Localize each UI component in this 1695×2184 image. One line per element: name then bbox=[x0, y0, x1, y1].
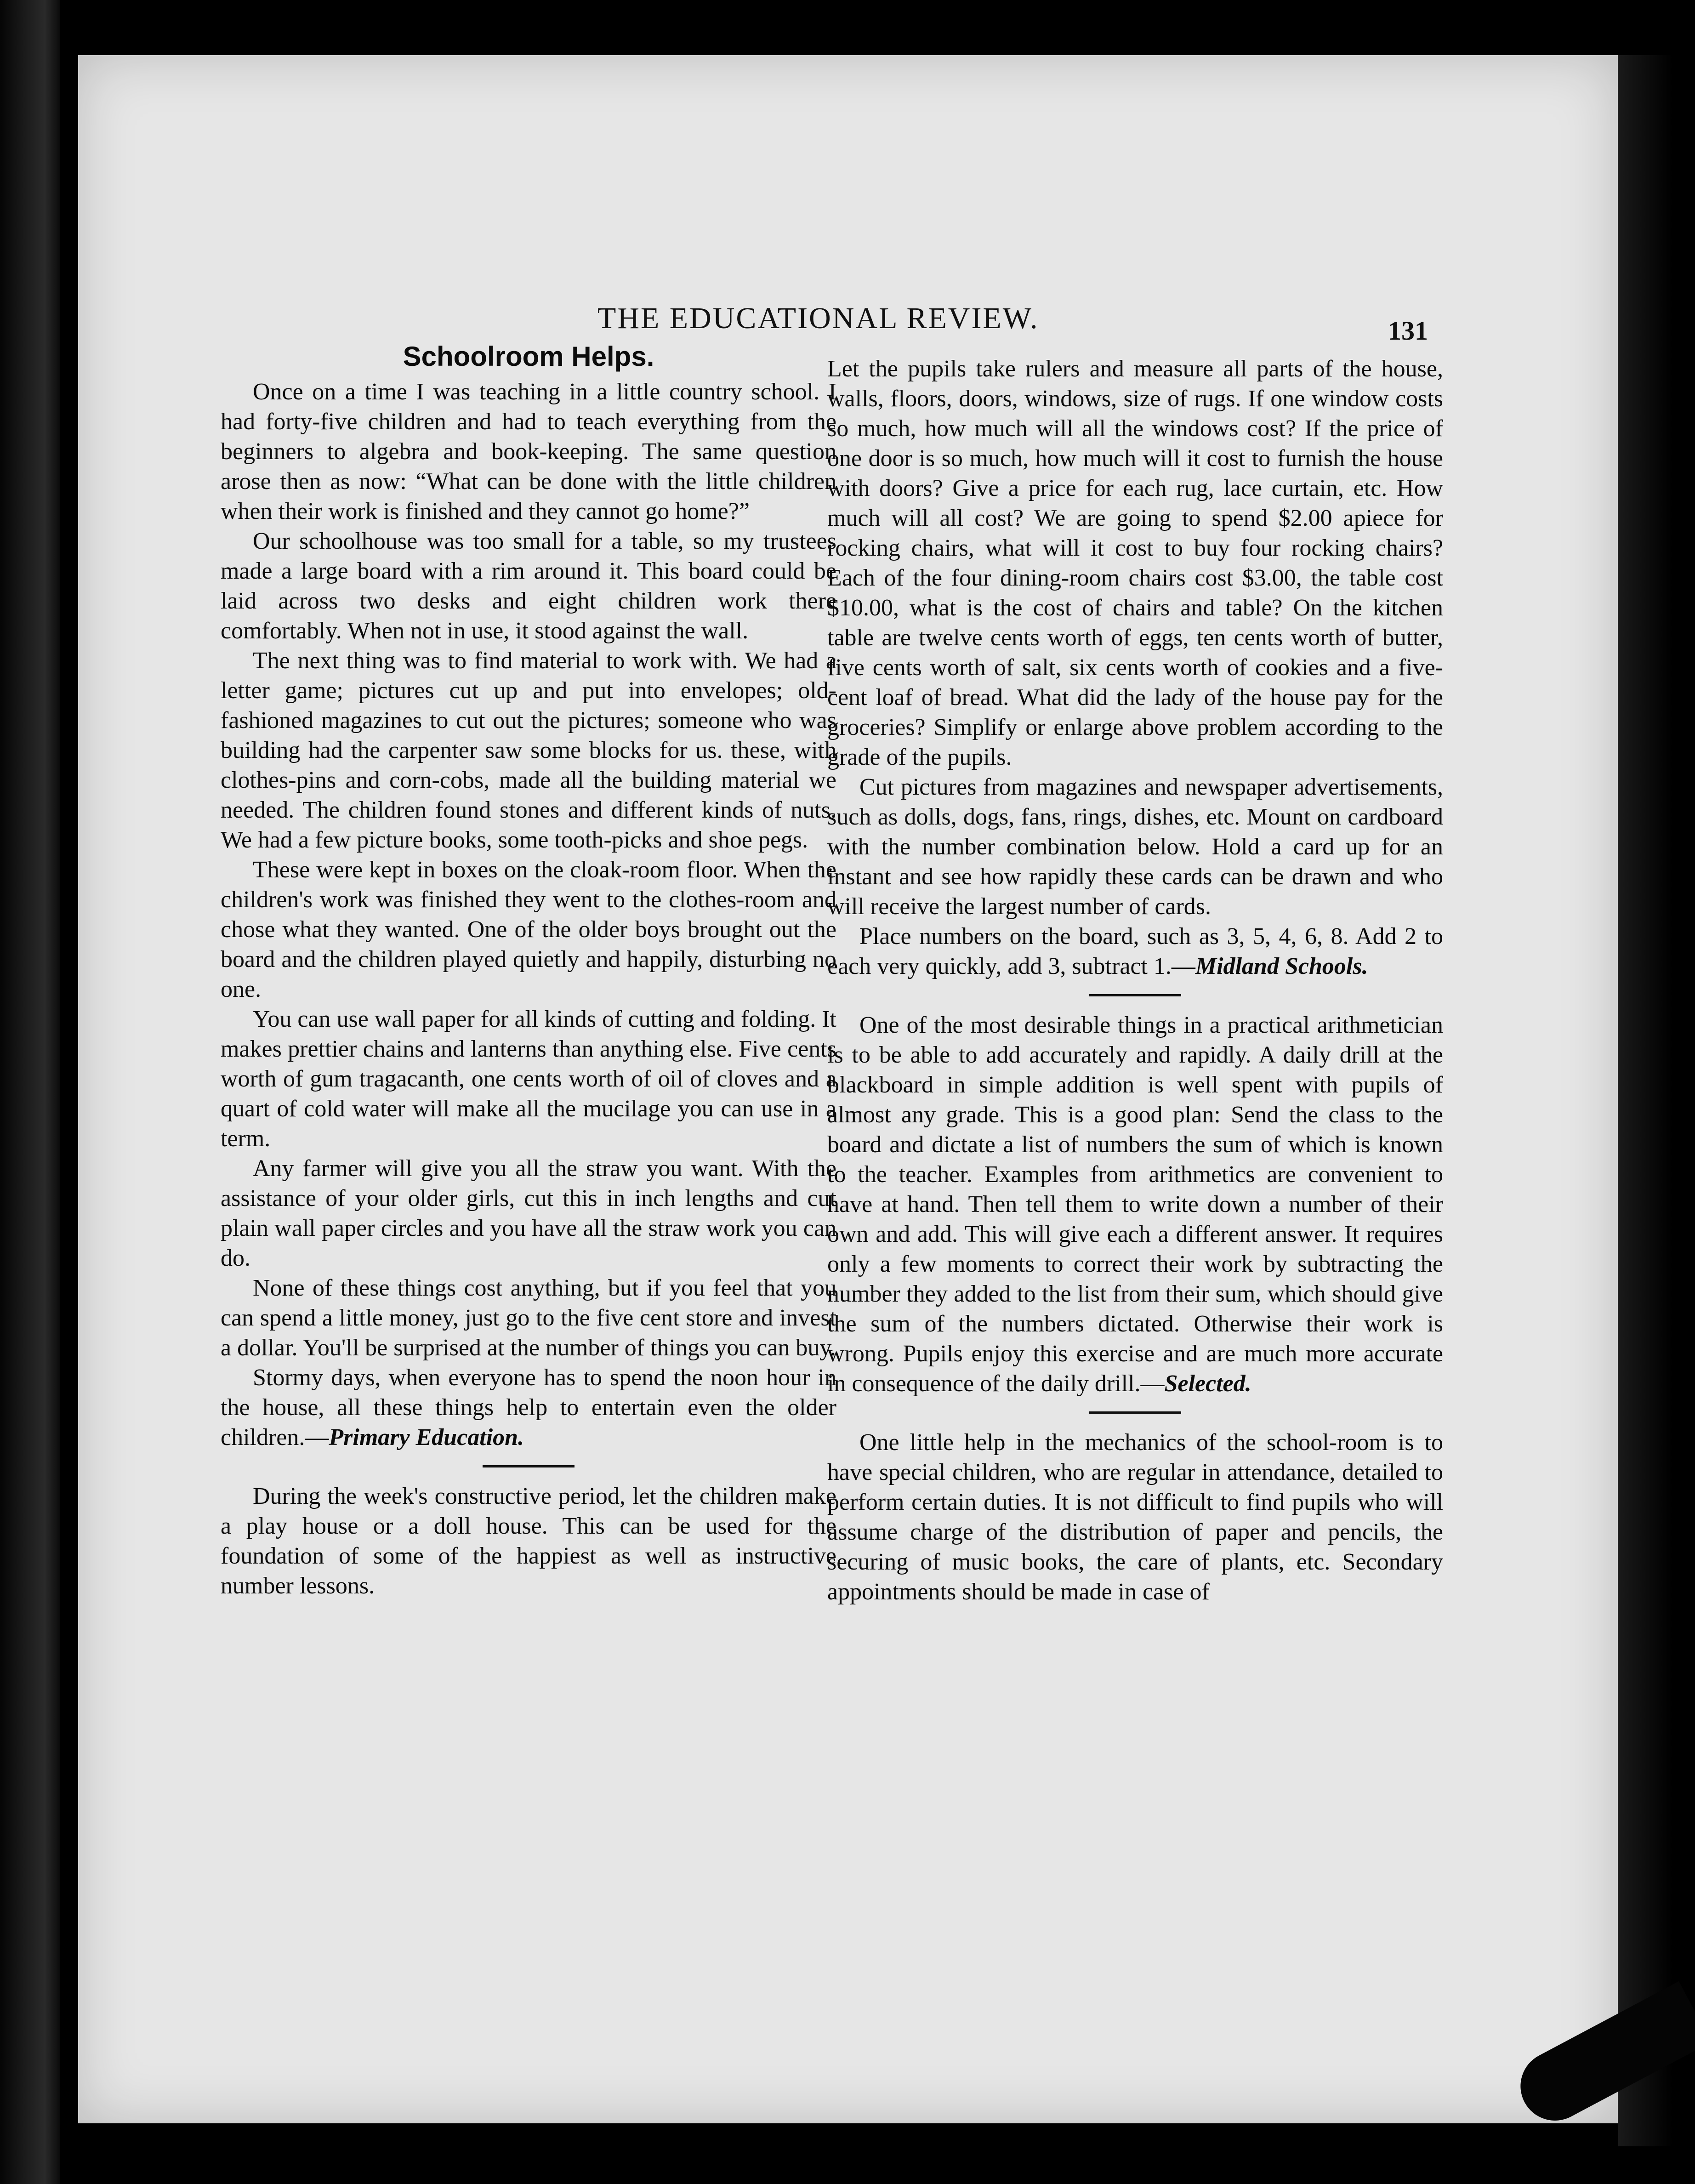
paragraph-with-source bbox=[827, 921, 1443, 981]
paragraph: Once on a time I was teaching in a little country school. I had forty-five children and had to teach everything from the beginners to algebra and book-keeping. The same question arose then as now: “What can be done with the little children when their work is finished and they cannot go home?” bbox=[221, 379, 836, 524]
section-divider bbox=[483, 1465, 574, 1467]
paragraph: One little help in the mechanics of the school-room is to have special children, who are regular in attendance, detailed to perform certain duties. It is not difficult to find pupils who will assume charge of the distribution of paper and pencils, the securing of music books, the care of plants, etc. Secondary appointments should be made in case of bbox=[827, 1429, 1443, 1605]
paragraph-text: Place numbers on the board, such as 3, 5, 4, 6, 8. Add 2 to each very quickly, add 3, subtract 1.— bbox=[827, 923, 1443, 979]
paragraph-with-source bbox=[221, 1363, 836, 1452]
source-attribution: Midland Schools. bbox=[1195, 953, 1368, 979]
paragraph: Let the pupils take rulers and measure all parts of the house, walls, floors, doors, windows, size of rugs. If one window costs so much, how much will all the windows cost? If the price of one door is so much, how much will it cost to furnish the house with doors? Give a price for each rug, lace curtain, etc. How much will all cost? We are going to spend $2.00 apiece for rocking chairs, what will it cost to buy four rocking chairs? Each of the four dining-room chairs cost $3.00, the table cost $10.00, what is the cost of chairs and table? On the kitchen table are twelve cents worth of eggs, ten cents worth of butter, five cents worth of salt, six cents worth of cookies and a five-cent loaf of bread. What did the lady of the house pay for the groceries? Simplify or enlarge above problem according to the grade of the pupils. bbox=[827, 356, 1443, 770]
section-divider bbox=[1089, 994, 1181, 996]
paragraph: These were kept in boxes on the cloak-room floor. When the children's work was finished they went to the clothes-room and chose what they wanted. One of the older boys brought out the board and the children played quietly and happily, disturbing no one. bbox=[221, 857, 836, 1002]
paragraph: Cut pictures from magazines and newspaper advertisements, such as dolls, dogs, fans, rings, dishes, etc. Mount on cardboard with the number combination below. Hold a card up for an instant and see how rapidly these cards can be drawn and who will receive the largest number of cards. bbox=[827, 774, 1443, 920]
page-right-shadow bbox=[1618, 55, 1673, 2146]
paragraph: None of these things cost anything, but if you feel that you can spend a little money, just go to the five cent store and invest a dollar. You'll be surprised at the number of things you can buy. bbox=[221, 1275, 836, 1361]
paragraph: During the week's constructive period, let the children make a play house or a doll house. This can be used for the foundation of some of the happiest as well as instructive number lessons. bbox=[221, 1483, 836, 1599]
left-column bbox=[221, 340, 836, 1601]
paragraph-text: One of the most desirable things in a practical arithmetician is to be able to add accurately and rapidly. A daily drill at the blackboard in simple addition is well spent with pupils of almost any grade. This is a good plan: Send the class to the board and dictate a list of numbers the sum of which is known to the teacher. Examples from arithmetics are convenient to have at hand. Then tell them to write down a number of their own and add. This will give each a different answer. It requires only a few moments to correct their work by subtracting the number they added to the list from their sum, which should give the sum of the numbers dictated. Otherwise their work is wrong. Pupils enjoy this exercise and are much more accurate in consequence of the daily drill.— bbox=[827, 1012, 1443, 1397]
page-number: 131 bbox=[1388, 316, 1428, 346]
source-attribution: Selected. bbox=[1164, 1371, 1251, 1397]
article-title: Schoolroom Helps. bbox=[403, 341, 654, 372]
book-spine-edge bbox=[0, 0, 60, 2184]
source-attribution: Primary Education. bbox=[329, 1424, 524, 1450]
paragraph-with-source bbox=[827, 1010, 1443, 1399]
paragraph: You can use wall paper for all kinds of cutting and folding. It makes prettier chains and lanterns than anything else. Five cents worth of gum tragacanth, one cents worth of oil of cloves and a quart of cold water will make all the mucilage you can use in a term. bbox=[221, 1006, 836, 1152]
paragraph: Our schoolhouse was too small for a table, so my trustees made a large board with a rim around it. This board could be laid across two desks and eight children work there comfortably. When not in use, it stood against the wall. bbox=[221, 528, 836, 644]
paragraph-text: Stormy days, when everyone has to spend the noon hour in the house, all these things help to entertain even the older children.— bbox=[221, 1365, 836, 1450]
right-column bbox=[827, 354, 1443, 1607]
paragraph: The next thing was to find material to work with. We had a letter game; pictures cut up and put into envelopes; old-fashioned magazines to cut out the pictures; someone who was building had the carpenter saw some blocks for us. these, with clothes-pins and corn-cobs, made all the building material we needed. The children found stones and different kinds of nuts. We had a few picture books, some tooth-picks and shoe pegs. bbox=[221, 648, 836, 853]
running-header: THE EDUCATIONAL REVIEW. bbox=[597, 301, 1039, 335]
section-divider bbox=[1089, 1411, 1181, 1414]
paragraph: Any farmer will give you all the straw you want. With the assistance of your older girls, cut this in inch lengths and cut plain wall paper circles and you have all the straw work you can do. bbox=[221, 1155, 836, 1271]
